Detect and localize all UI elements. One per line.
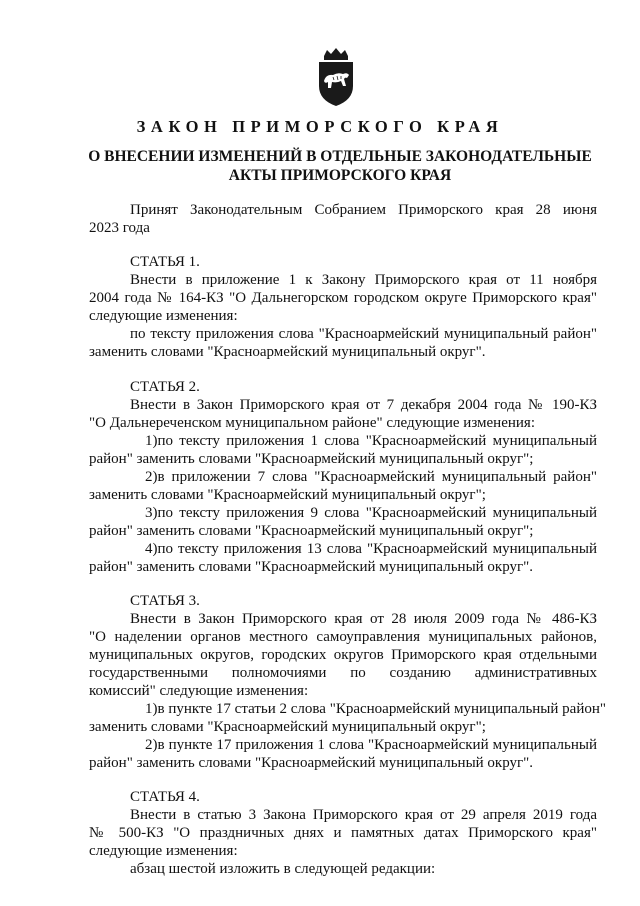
article-4-heading: СТАТЬЯ 4. [130,789,200,805]
article-3-line: район" заменить словами "Красноармейский муниципальный округ". [89,755,534,771]
article-1-line: по тексту приложения слова "Красноармейский муниципальный район" [130,326,597,342]
adoption-line-1: Принят Законодательным Собранием Приморского края 28 июня [130,202,597,218]
article-3-line: 1)в пункте 17 статьи 2 слова "Красноармейский муниципальный район" [145,701,607,717]
law-subtitle-line-2: АКТЫ ПРИМОРСКОГО КРАЯ [228,167,452,184]
coat-of-arms-icon [316,48,356,108]
article-2-line: 2)в приложении 7 слова "Красноармейский муниципальный район" [145,469,597,485]
article-2-line: район" заменить словами "Красноармейский муниципальный округ"; [89,451,534,467]
article-2-line: заменить словами "Красноармейский муниципальный округ"; [89,487,486,503]
article-1-line: Внести в приложение 1 к Закону Приморского края от 11 ноября [130,272,597,288]
article-3-line: муниципальных округов, городских округов Приморского края отдельными [89,647,597,663]
article-3-line: Внести в Закон Приморского края от 28 июля 2009 года № 486-КЗ [130,611,597,627]
article-2-line: 3)по тексту приложения 9 слова "Красноармейский муниципальный [145,505,597,521]
article-2-line: Внести в Закон Приморского края от 7 декабря 2004 года № 190-КЗ [130,397,597,413]
law-title: ЗАКОН ПРИМОРСКОГО КРАЯ [136,117,504,136]
article-2-line: район" заменить словами "Красноармейский муниципальный округ"; [89,523,534,539]
article-1-heading: СТАТЬЯ 1. [130,254,200,270]
article-2-line: "О Дальнереченском муниципальном районе" следующие изменения: [89,415,535,431]
article-4-line: № 500-КЗ "О праздничных днях и памятных датах Приморского края" [89,825,597,841]
article-4-line: абзац шестой изложить в следующей редакции: [130,861,436,877]
article-4-line: Внести в статью 3 Закона Приморского края от 29 апреля 2019 года [130,807,597,823]
article-1-line: 2004 года № 164-КЗ "О Дальнегорском городском округе Приморского края" [89,290,597,306]
article-3-line: комиссий" следующие изменения: [89,683,309,699]
article-3-line: государственными полномочиями по созданию административных [89,665,597,681]
article-3-line: "О наделении органов местного самоуправления муниципальных районов, [89,629,597,645]
law-subtitle-line-1: О ВНЕСЕНИИ ИЗМЕНЕНИЙ В ОТДЕЛЬНЫЕ ЗАКОНОДАТЕЛЬНЫЕ [88,148,592,165]
article-2-heading: СТАТЬЯ 2. [130,379,200,395]
article-2-line: 1)по тексту приложения 1 слова "Красноармейский муниципальный [145,433,597,449]
article-2-line: район" заменить словами "Красноармейский муниципальный округ". [89,559,534,575]
article-3-heading: СТАТЬЯ 3. [130,593,200,609]
adoption-line-2: 2023 года [89,220,150,236]
article-4-line: следующие изменения: [89,843,238,859]
article-1-line: следующие изменения: [89,308,238,324]
article-3-line: 2)в пункте 17 приложения 1 слова "Красноармейский муниципальный [145,737,597,753]
article-1-line: заменить словами "Красноармейский муниципальный округ". [89,344,486,360]
article-3-line: заменить словами "Красноармейский муниципальный округ"; [89,719,486,735]
article-2-line: 4)по тексту приложения 13 слова "Красноармейский муниципальный [145,541,597,557]
